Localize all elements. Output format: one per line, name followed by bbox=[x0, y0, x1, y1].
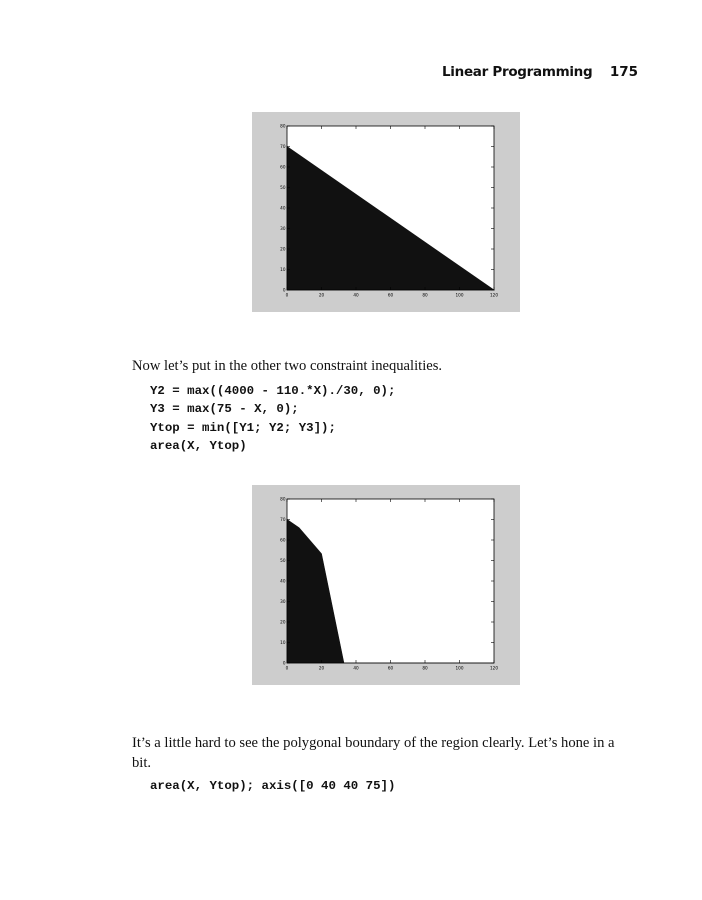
x-tick-label: 100 bbox=[455, 665, 464, 671]
running-head bbox=[420, 64, 640, 82]
y-tick-label: 40 bbox=[280, 205, 286, 211]
y-tick-label: 80 bbox=[280, 123, 286, 129]
y-tick-label: 40 bbox=[280, 578, 286, 584]
area-plot-2 bbox=[252, 485, 520, 685]
x-tick-label: 80 bbox=[422, 292, 428, 298]
y-tick-label: 60 bbox=[280, 537, 286, 543]
code-line: area(X, Ytop); axis([0 40 40 75]) bbox=[150, 779, 396, 793]
x-tick-label: 40 bbox=[353, 665, 359, 671]
x-tick-label: 20 bbox=[318, 665, 325, 671]
page-number: 175 bbox=[609, 64, 638, 80]
y-tick-label: 20 bbox=[280, 619, 286, 625]
x-tick-label: 0 bbox=[285, 665, 289, 671]
x-tick-label: 80 bbox=[422, 665, 428, 671]
figure-area-plot-2 bbox=[252, 485, 520, 685]
y-tick-label: 10 bbox=[280, 639, 286, 645]
figure-area-plot-1 bbox=[252, 112, 520, 312]
running-title: Linear Programming bbox=[442, 64, 593, 80]
code-line: Y2 = max((4000 - 110.*X)./30, 0); bbox=[150, 384, 396, 398]
y-tick-label: 80 bbox=[280, 496, 286, 502]
x-tick-label: 40 bbox=[353, 292, 359, 298]
y-tick-label: 60 bbox=[280, 164, 286, 170]
code-block-1 bbox=[150, 382, 395, 455]
y-tick-label: 70 bbox=[280, 516, 286, 522]
code-line: Ytop = min([Y1; Y2; Y3]); bbox=[150, 420, 336, 435]
y-tick-label: 30 bbox=[280, 225, 286, 231]
y-tick-label: 0 bbox=[282, 660, 286, 666]
paragraph-hone-in: It’s a little hard to see the polygonal boundary of the region clearly. Let’s hone in a bit. bbox=[132, 734, 615, 771]
y-tick-label: 10 bbox=[280, 266, 286, 272]
y-tick-label: 70 bbox=[280, 143, 286, 149]
x-tick-label: 20 bbox=[318, 292, 325, 298]
y-tick-label: 30 bbox=[280, 598, 286, 604]
x-tick-label: 60 bbox=[387, 292, 394, 298]
area-plot-1 bbox=[252, 112, 520, 312]
code-line: area(X, Ytop) bbox=[150, 438, 247, 453]
x-tick-label: 120 bbox=[490, 665, 498, 671]
paragraph-intro: Now let’s put in the other two constraint inequalities. bbox=[132, 357, 443, 374]
code-block-2 bbox=[150, 777, 395, 795]
x-tick-label: 120 bbox=[490, 292, 498, 298]
x-tick-label: 100 bbox=[455, 292, 464, 298]
y-tick-label: 50 bbox=[280, 557, 286, 563]
y-tick-label: 20 bbox=[280, 246, 286, 252]
y-tick-label: 0 bbox=[282, 287, 286, 293]
code-line: Y3 = max(75 - X, 0); bbox=[150, 402, 299, 417]
x-tick-label: 60 bbox=[387, 665, 394, 671]
x-tick-label: 0 bbox=[285, 292, 289, 298]
y-tick-label: 50 bbox=[280, 184, 286, 190]
